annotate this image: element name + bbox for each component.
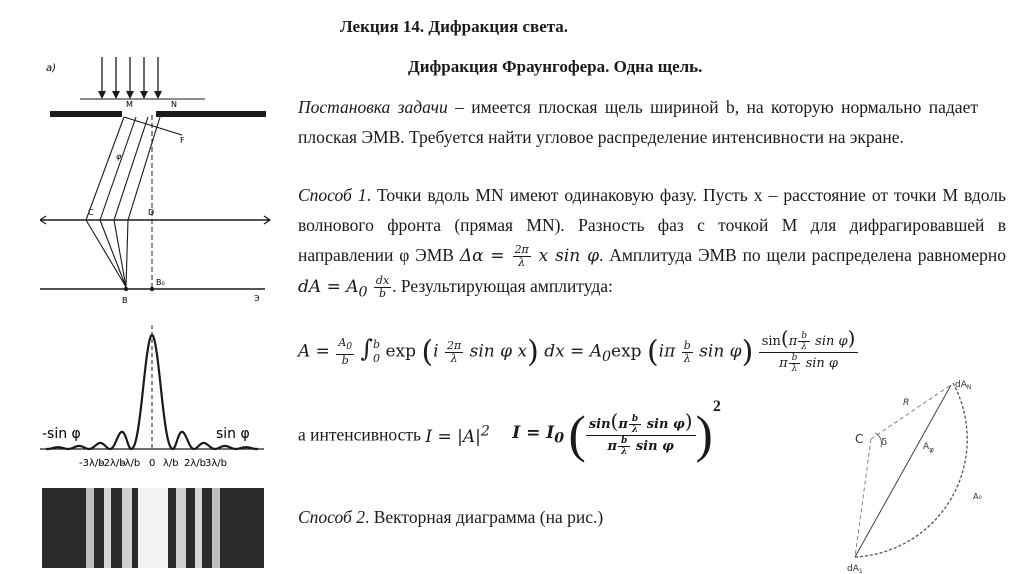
- problem-text: – имеется плоская щель шириной b, на которую нормально падает плоская ЭМВ. Требуется найти угловое распределение интенсивности на экране.: [298, 97, 978, 147]
- I-abs-formula: [425, 423, 490, 447]
- label-M: M: [126, 100, 133, 109]
- intensity-distribution-plot: [40, 325, 270, 475]
- b-over-lambda-den: [618, 436, 630, 457]
- big-paren-open: (: [568, 406, 586, 464]
- sinphi-num: sin φ: [815, 334, 848, 349]
- sinc-fraction: [759, 326, 859, 374]
- delta-alpha-lhs: Δα =: [459, 246, 505, 266]
- problem-statement: [298, 92, 978, 152]
- intensity-denominator: [608, 436, 674, 457]
- upper-limit: b: [373, 338, 381, 351]
- frac-den: b: [341, 353, 349, 367]
- intensity-numerator: sin(π $\frac{b}{\lambda}$ sin φ): [586, 413, 696, 436]
- slit-right-plate: [156, 111, 266, 117]
- dA1-sub: 1: [858, 568, 863, 573]
- sinphi-x: sin φ x: [469, 341, 528, 362]
- b-over-lambda: [682, 340, 693, 365]
- exp-word: exp: [385, 341, 417, 362]
- intensity-line: [298, 398, 721, 464]
- intensity-fraction: [586, 408, 696, 457]
- A-phi-sub: φ: [929, 446, 934, 454]
- tick-labels: [79, 458, 227, 469]
- integral-limits: [373, 338, 380, 366]
- frac-den: λ: [450, 351, 458, 365]
- incident-rays: [102, 57, 158, 95]
- exp-word-2: exp: [611, 341, 642, 362]
- frac-num: dx: [375, 274, 390, 287]
- power-two: 2: [712, 398, 721, 415]
- label-B: B: [122, 296, 128, 305]
- frac-den: λ: [801, 342, 807, 352]
- dA1-text: dA: [847, 564, 859, 573]
- sinphi-den: sin φ: [805, 356, 838, 371]
- I-bold-formula: [512, 423, 565, 447]
- dA1-label: [847, 564, 863, 573]
- section-title: Дифракция Фраунгофера. Одна щель.: [408, 57, 703, 76]
- paren-close: ): [527, 334, 539, 370]
- frac-num: 2π: [447, 338, 462, 352]
- two-pi-over-lambda: [513, 244, 531, 269]
- tick-label: 2λ/b: [184, 458, 206, 469]
- label-F: F: [180, 136, 185, 145]
- radius-to-start: [855, 439, 871, 557]
- sin-word: sin: [588, 416, 611, 432]
- pi-symbol: π: [618, 416, 628, 432]
- label-D: D: [148, 208, 155, 217]
- method2-paragraph: [298, 502, 603, 532]
- C-label: C: [855, 432, 864, 446]
- lecture-title: Лекция 14. Дифракция света.: [340, 17, 569, 36]
- label-phi: φ: [116, 152, 122, 161]
- frac-den: b: [379, 287, 387, 300]
- sinphi-den: sin φ: [635, 438, 674, 454]
- b-over-lambda: [629, 414, 641, 435]
- b-over-lambda-small: [798, 331, 810, 352]
- b-over-lambda-den: [789, 353, 801, 374]
- A0-sub-2: 0: [602, 348, 612, 365]
- tick-label: 3λ/b: [205, 458, 227, 469]
- A0-sub: 0: [346, 341, 353, 353]
- A0-over-b: [336, 337, 354, 366]
- paren-open-2: (: [646, 334, 659, 370]
- A-phi-text: A: [923, 442, 930, 452]
- A-phi-label: [923, 442, 934, 454]
- problem-label: Постановка задачи: [298, 97, 448, 117]
- frac-num: [336, 337, 354, 354]
- lower-limit: 0: [373, 352, 381, 365]
- dAN-sub: N: [966, 384, 972, 391]
- sinc-denominator: [779, 353, 838, 374]
- arc-of-vectors: [855, 383, 967, 557]
- paren-open: (: [421, 334, 434, 370]
- frac-den: λ: [683, 351, 691, 365]
- frac-den: λ: [791, 364, 798, 374]
- method1-text-a: . Точки вдоль MN имеют одинаковую фазу. Пусть x – расстояние от точки M вдоль волнового фронта (прямая MN). Разность фаз с точкой M для дифрагировавшей в направлении φ ЭМВ: [298, 185, 1007, 265]
- frac-den: λ: [621, 446, 628, 457]
- pi-symbol-den: π: [607, 438, 618, 454]
- tick-label: -2λ/b: [100, 458, 126, 469]
- R-label: R: [903, 398, 910, 408]
- big-paren-close: ): [695, 406, 713, 464]
- panel-label: а): [46, 63, 57, 74]
- method2-text: . Векторная диаграмма (на рис.): [364, 507, 604, 527]
- two-pi-over-lambda: [445, 340, 463, 365]
- tick-label: -3λ/b: [79, 458, 105, 469]
- tick-label: -λ/b: [121, 458, 141, 469]
- frac-num: b: [618, 436, 630, 447]
- A0-label: A₀: [973, 492, 982, 501]
- delta-alpha-rhs: x sin φ: [538, 246, 599, 266]
- integral-sign: ∫: [360, 334, 374, 363]
- frac-num: b: [629, 414, 641, 425]
- sinc-numerator: sin(π $\frac{b}{\lambda}$ sin φ): [759, 330, 859, 353]
- paren-close-2: ): [741, 334, 754, 370]
- label-B0: B₀: [156, 278, 165, 287]
- dx-eq: dx = A: [544, 341, 602, 362]
- pi-symbol-den: π: [779, 356, 788, 371]
- sinphi: sin φ: [646, 416, 685, 432]
- I-eq: I = |A|: [425, 426, 481, 447]
- i-symbol: i: [433, 341, 439, 362]
- dAN-text: dA: [955, 380, 967, 390]
- neg-sin-label: -sin φ: [42, 426, 81, 442]
- method1-label: Способ 1: [298, 185, 367, 205]
- dx-over-b: [374, 275, 391, 300]
- fringe-pattern-image: [42, 488, 264, 568]
- square: 2: [480, 423, 490, 440]
- dA-formula: [298, 274, 392, 301]
- frac-num: 2π: [514, 243, 529, 256]
- method1-paragraph: [298, 180, 1006, 307]
- frac-num: b: [789, 353, 801, 364]
- slit-left-plate: [50, 111, 122, 117]
- i-pi: iπ: [658, 341, 676, 362]
- I-bold: I = I: [512, 423, 555, 444]
- sin-word: sin: [761, 334, 781, 349]
- delta-label: δ: [881, 437, 888, 448]
- label-C: C: [88, 208, 94, 217]
- tick-label: λ/b: [163, 458, 179, 469]
- I-bold-sub: 0: [554, 430, 565, 447]
- frac-den: λ: [518, 256, 526, 269]
- intensity-text: а интенсивность: [298, 424, 421, 445]
- pi-symbol: π: [788, 334, 798, 349]
- diffraction-geometry-diagram: [40, 55, 280, 315]
- tick-label: 0: [149, 458, 156, 469]
- label-N: N: [171, 100, 177, 109]
- diffracted-rays: [86, 117, 182, 287]
- A-eq: A =: [298, 341, 330, 362]
- dAN-label: [955, 380, 971, 391]
- amplitude-formula: [298, 326, 858, 374]
- resultant-vector: [855, 385, 951, 557]
- method1-text-c: . Результирующая амплитуда:: [392, 276, 613, 296]
- frac-num: b: [683, 338, 691, 352]
- method1-text-b: . Амплитуда ЭМВ по щели распределена равномерно: [599, 245, 1007, 265]
- sinphi: sin φ: [699, 341, 742, 362]
- pos-sin-label: sin φ: [216, 426, 250, 442]
- frac-num: b: [798, 331, 810, 342]
- delta-alpha-formula: [459, 243, 599, 269]
- method2-label: Способ 2: [298, 507, 365, 527]
- A0: A: [338, 336, 347, 350]
- radius-to-end: [871, 385, 951, 439]
- dA-sub: 0: [358, 284, 368, 301]
- frac-den: λ: [631, 424, 639, 435]
- dA-expr: dA = A: [298, 277, 359, 297]
- vector-diagram: [845, 375, 995, 573]
- label-E: Э: [254, 294, 260, 303]
